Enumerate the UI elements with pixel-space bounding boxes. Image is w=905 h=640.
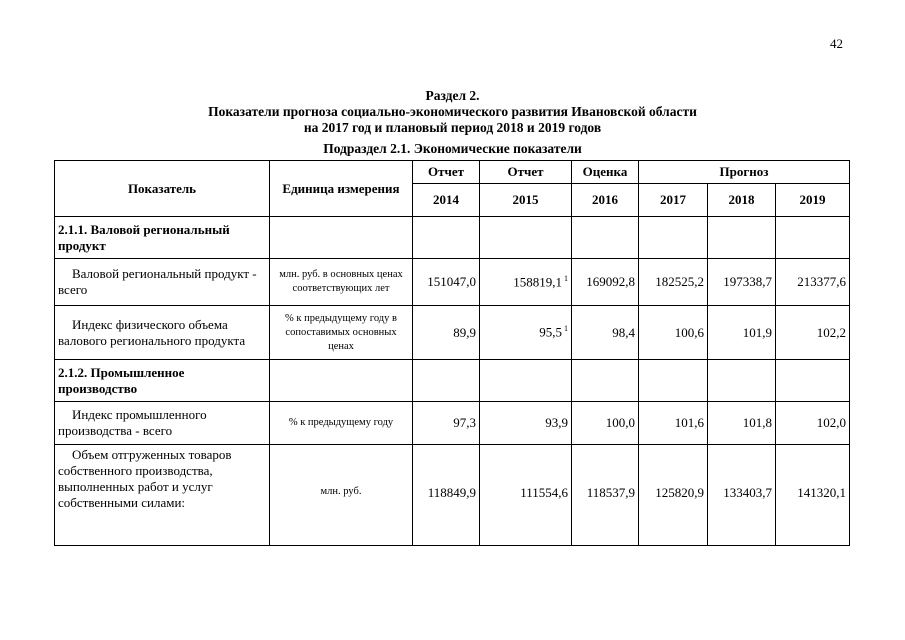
- year-2017: 2017: [639, 184, 708, 217]
- section-row: [55, 217, 850, 259]
- section-title-grp: 2.1.1. Валовой региональный продукт: [55, 217, 270, 259]
- value-cell: 133403,7: [708, 445, 776, 546]
- page-number: 42: [830, 36, 843, 51]
- table-row: [55, 445, 850, 546]
- footnote-marker: 1: [564, 324, 568, 334]
- value-cell: 100,6: [639, 306, 708, 360]
- value-cell: 169092,8: [572, 259, 639, 306]
- year-2018: 2018: [708, 184, 776, 217]
- unit-cell: % к предыдущему году в сопоставимых основных ценах: [270, 306, 413, 360]
- unit-cell: млн. руб.: [270, 445, 413, 546]
- unit-cell: млн. руб. в основных ценах соответствующих лет: [270, 259, 413, 306]
- value-cell: 111554,6: [480, 445, 572, 546]
- value-cell: 97,3: [413, 402, 480, 445]
- year-2015: 2015: [480, 184, 572, 217]
- year-2014: 2014: [413, 184, 480, 217]
- value-cell: 158819,1 $^1$: [480, 259, 572, 306]
- table-row: [55, 306, 850, 360]
- year-2016: 2016: [572, 184, 639, 217]
- value-cell: 141320,1: [776, 445, 850, 546]
- value-cell: 125820,9: [639, 445, 708, 546]
- value-cell: 102,0: [776, 402, 850, 445]
- value-cell: 213377,6: [776, 259, 850, 306]
- subsection-heading: Подраздел 2.1. Экономические показатели: [323, 141, 582, 156]
- indicator-label: Индекс физического объема валового регионального продукта: [55, 306, 270, 360]
- value-cell: 100,0: [572, 402, 639, 445]
- table-row: [55, 259, 850, 306]
- header-forecast: Прогноз: [639, 161, 850, 184]
- value-cell: 101,8: [708, 402, 776, 445]
- value-cell: 118537,9: [572, 445, 639, 546]
- section-heading: Раздел 2.: [425, 88, 480, 103]
- document-title-line1: Показатели прогноза социально-экономического развития Ивановской области: [208, 104, 697, 119]
- value-cell: 102,2: [776, 306, 850, 360]
- indicator-label: Объем отгруженных товаров собственного производства, выполненных работ и услуг собственными силами:: [55, 445, 270, 546]
- header-estimate: Оценка: [572, 161, 639, 184]
- table-header-row: [55, 161, 850, 184]
- value-cell: 151047,0: [413, 259, 480, 306]
- section-title-industry: 2.1.2. Промышленное производство: [55, 360, 270, 402]
- indicator-label: Индекс промышленного производства - всего: [55, 402, 270, 445]
- header-report-2015: Отчет: [480, 161, 572, 184]
- footnote-marker: 1: [564, 273, 568, 283]
- value-cell: 182525,2: [639, 259, 708, 306]
- value-cell: 197338,7: [708, 259, 776, 306]
- value-cell: 98,4: [572, 306, 639, 360]
- indicator-label: Валовой региональный продукт - всего: [55, 259, 270, 306]
- year-2019: 2019: [776, 184, 850, 217]
- header-unit: Единица измерения: [270, 161, 413, 217]
- section-row: [55, 360, 850, 402]
- value-cell: 101,9: [708, 306, 776, 360]
- table-row: [55, 402, 850, 445]
- header-report-2014: Отчет: [413, 161, 480, 184]
- header-indicator: Показатель: [55, 161, 270, 217]
- document-title-line2: на 2017 год и плановый период 2018 и 2019 годов: [303, 120, 602, 135]
- unit-cell: % к предыдущему году: [270, 402, 413, 445]
- value-cell: 93,9: [480, 402, 572, 445]
- economic-indicators-table: [54, 160, 850, 546]
- value-cell: 95,5 $^1$: [480, 306, 572, 360]
- value-cell: 118849,9: [413, 445, 480, 546]
- value-cell: 101,6: [639, 402, 708, 445]
- value-cell: 89,9: [413, 306, 480, 360]
